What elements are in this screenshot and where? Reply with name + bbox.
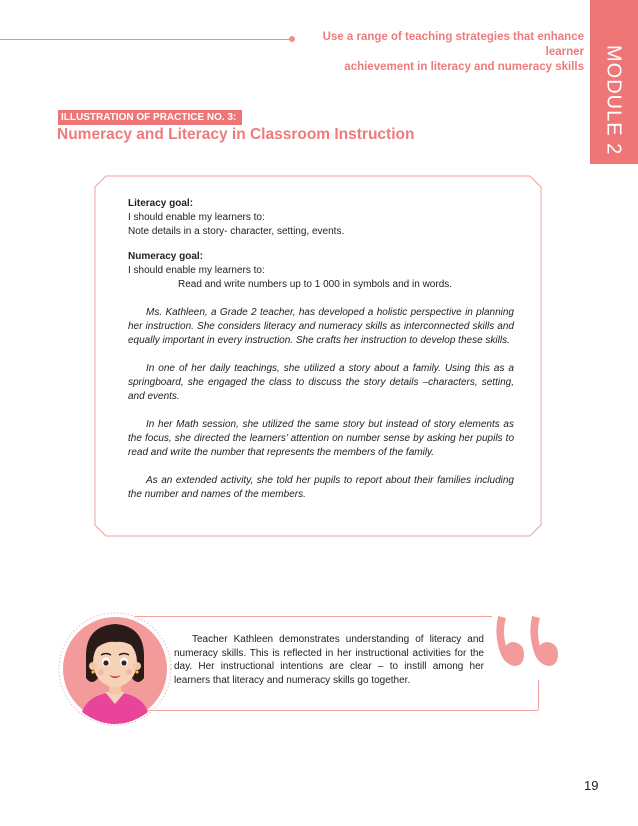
numeracy-goal-detail: Read and write numbers up to 1 000 in symbols and in words.: [178, 279, 453, 290]
story-paragraph: In one of her daily teachings, she utilized a story about a family. Using this as a springboard, she engaged the class to discuss the story details –characters, setting, and events.: [128, 363, 514, 402]
card-content: [128, 197, 514, 502]
story-paragraph: Ms. Kathleen, a Grade 2 teacher, has developed a holistic perspective in planning her instruction. She considers literacy and numeracy skills as interconnected skills and equally important in every instruction. She crafts her instruction to develop these skills.: [128, 307, 514, 346]
literacy-goal-heading: Literacy goal:: [128, 198, 194, 209]
story-paragraph: As an extended activity, she told her pupils to report about their families including the number and names of the members.: [128, 475, 514, 500]
numeracy-goal-line: I should enable my learners to:: [128, 265, 265, 276]
teacher-avatar-icon: [58, 612, 172, 726]
header-rule: [0, 39, 292, 40]
quote-mark-icon: [492, 612, 562, 670]
page-number: 19: [584, 778, 599, 793]
numeracy-goal-heading: Numeracy goal:: [128, 251, 204, 262]
teacher-reflection: Teacher Kathleen demonstrates understanding of literacy and numeracy skills. This is reflected in her instructional activities for the day. Her instructional intentions are clear – to instill among her learners that literacy and numeracy skills go together.: [174, 634, 484, 686]
module-subtitle-line-1: Use a range of teaching strategies that enhance learner: [322, 31, 584, 58]
literacy-goal-detail: Note details in a story- character, setting, events.: [128, 226, 345, 237]
illustration-label: ILLUSTRATION OF PRACTICE NO. 3:: [58, 110, 242, 125]
section-title: Numeracy and Literacy in Classroom Instruction: [57, 126, 415, 143]
module-subtitle-line-2: achievement in literacy and numeracy skills: [344, 61, 584, 73]
quote-right-rule: [538, 680, 539, 710]
quote-bottom-rule: [148, 710, 538, 711]
quote-top-rule: [134, 616, 492, 617]
literacy-goal-line: I should enable my learners to:: [128, 212, 265, 223]
story-paragraph: In her Math session, she utilized the same story but instead of story elements as the focus, she directed the learners’ attention on number sense by asking her pupils to read and write the number that represents the members of the family.: [128, 419, 514, 458]
module-subtitle: [284, 30, 584, 75]
module-label: MODULE 2: [602, 44, 625, 156]
